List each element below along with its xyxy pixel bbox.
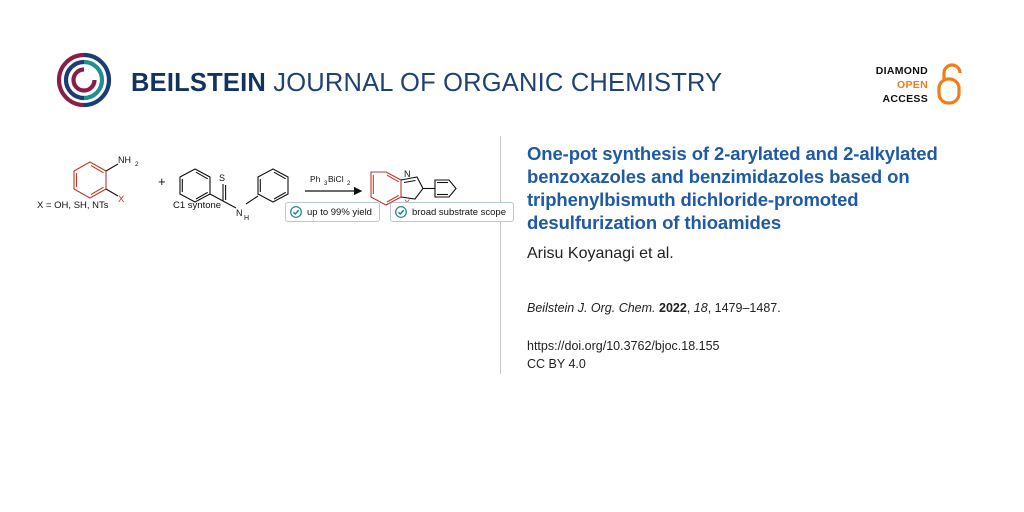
article-citation: Beilstein J. Org. Chem. 2022, 18, 1479–1487.	[527, 301, 781, 315]
open-access-badge	[838, 58, 968, 118]
highlight-badge-yield	[285, 202, 380, 222]
journal-title	[131, 69, 722, 98]
svg-text:NH: NH	[118, 155, 131, 165]
page-header	[0, 0, 1024, 128]
article-authors: Arisu Koyanagi et al.	[527, 245, 674, 262]
highlight-badges	[285, 202, 514, 222]
svg-text:N: N	[404, 169, 411, 179]
highlight-label-yield: up to 99% yield	[307, 206, 372, 218]
highlight-badge-scope	[390, 202, 514, 222]
open-access-line-access: ACCESS	[882, 93, 928, 105]
reagent-label: C1 syntone	[173, 200, 222, 211]
open-access-line-open: OPEN	[897, 79, 928, 91]
svg-text:2: 2	[347, 181, 351, 187]
svg-text:N: N	[236, 208, 243, 218]
check-circle-icon	[290, 206, 302, 218]
citation-volume: 18	[693, 301, 708, 315]
svg-text:H: H	[244, 215, 250, 222]
citation-year: 2022	[659, 301, 687, 315]
journal-title-light: JOURNAL OF ORGANIC CHEMISTRY	[265, 69, 723, 97]
article-info	[527, 142, 967, 373]
svg-text:2: 2	[135, 161, 139, 168]
open-lock-icon	[936, 60, 968, 106]
svg-text:BiCl: BiCl	[328, 174, 344, 184]
svg-text:+: +	[158, 174, 166, 189]
beilstein-spiral-logo-icon	[56, 52, 112, 108]
column-divider	[500, 136, 501, 374]
svg-text:S: S	[219, 173, 226, 183]
svg-text:Ph: Ph	[310, 174, 321, 184]
check-circle-icon	[395, 206, 407, 218]
article-doi-link[interactable]: https://doi.org/10.3762/bjoc.18.155	[527, 339, 720, 353]
svg-text:X: X	[118, 194, 125, 205]
article-title: One-pot synthesis of 2-arylated and 2-alkylated benzoxazoles and benzimidazoles based on triphenylbismuth dichloride-promoted desulfurization of thioamides	[527, 143, 938, 233]
article-license: CC BY 4.0	[527, 357, 586, 371]
citation-pages: 1479–1487.	[714, 301, 781, 315]
svg-text:3: 3	[324, 181, 328, 187]
open-access-line-diamond: DIAMOND	[875, 65, 928, 77]
substituent-label: X = OH, SH, NTs	[37, 200, 109, 211]
citation-journal: Beilstein J. Org. Chem.	[527, 301, 656, 315]
journal-title-bold: BEILSTEIN	[131, 69, 266, 97]
highlight-label-scope: broad substrate scope	[411, 206, 506, 218]
